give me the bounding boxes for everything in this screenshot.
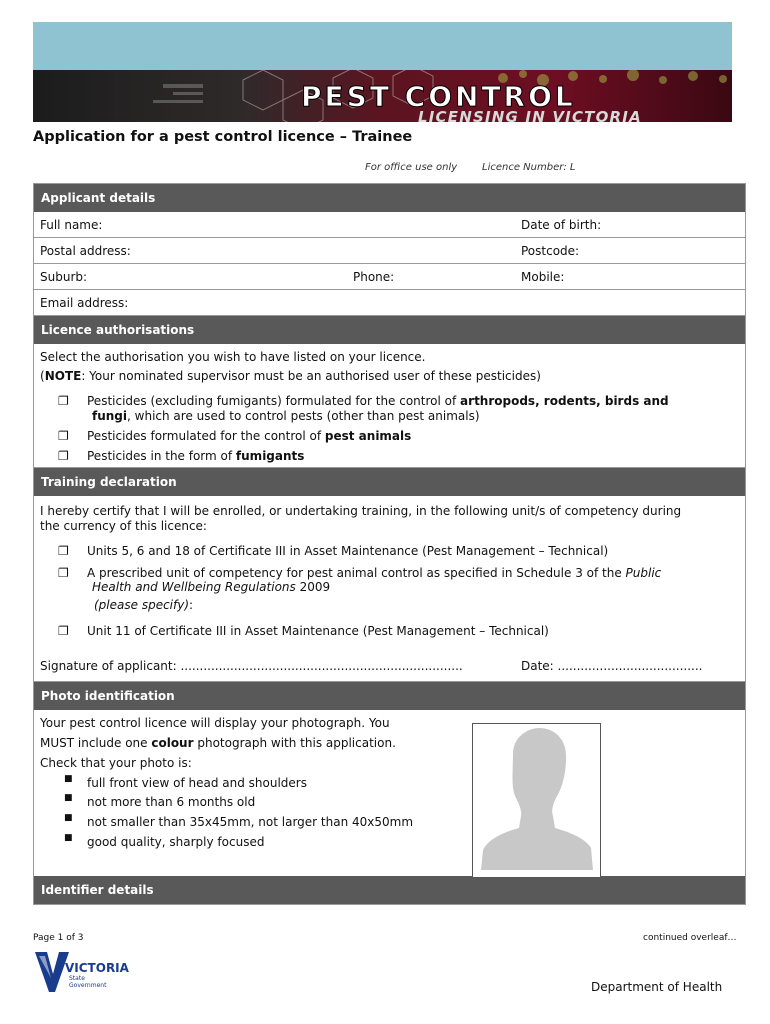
victoria-logo [33, 950, 129, 995]
phone-label: Phone: [353, 270, 395, 284]
suburb-row[interactable] [34, 264, 745, 290]
logo-sub-text-1: State [69, 975, 85, 982]
page-title: Application for a pest control licence – Trainee [33, 129, 413, 145]
training-declaration-heading: Training declaration [34, 468, 745, 496]
person-silhouette-icon [473, 724, 600, 877]
checkbox-icon[interactable]: ❐ [58, 449, 69, 463]
banner-title: PEST CONTROL [301, 80, 576, 113]
photo-text-1: Your pest control licence will display your photograph. You [40, 716, 390, 730]
training-intro-2: the currency of this licence: [40, 519, 207, 533]
signature-field[interactable]: Signature of applicant: .......................................................................... [40, 659, 463, 673]
licence-option-1: Pesticides (excluding fumigants) formulated for the control of arthropods, rodents, birds and [87, 394, 669, 408]
bullet-icon: ■ [64, 793, 73, 803]
checkbox-icon[interactable]: ❐ [58, 429, 69, 443]
postal-row[interactable] [34, 238, 745, 264]
licence-intro: Select the authorisation you wish to have listed on your licence. [40, 350, 426, 364]
full-name-label: Full name: [40, 218, 103, 232]
training-option-1: Units 5, 6 and 18 of Certificate III in Asset Maintenance (Pest Management – Technical) [87, 544, 609, 558]
photo-identification-block [34, 710, 745, 876]
photo-text-2: MUST include one colour photograph with this application. [40, 736, 396, 750]
postal-label: Postal address: [40, 244, 131, 258]
photo-bullet-4: good quality, sharply focused [87, 835, 265, 849]
photo-bullet-3: not smaller than 35x45mm, not larger than 40x50mm [87, 815, 414, 829]
licence-authorisations-block [34, 344, 745, 468]
checkbox-icon[interactable]: ❐ [58, 566, 69, 580]
identifier-details-heading: Identifier details [34, 876, 745, 904]
page-number: Page 1 of 3 [33, 933, 84, 943]
email-row[interactable] [34, 290, 745, 316]
dob-label: Date of birth: [521, 218, 602, 232]
header-banner [33, 22, 732, 122]
banner-subtitle: LICENSING IN VICTORIA [418, 108, 642, 122]
postcode-label: Postcode: [521, 244, 580, 258]
bullet-icon: ■ [64, 774, 73, 784]
licence-option-3: Pesticides in the form of fumigants [87, 449, 305, 463]
training-declaration-block [34, 496, 745, 682]
bullet-icon: ■ [64, 833, 73, 843]
licence-number-label: Licence Number: L [482, 162, 576, 173]
checkbox-icon[interactable]: ❐ [58, 394, 69, 408]
licence-option-1-cont: fungi, which are used to control pests (other than pest animals) [92, 409, 480, 423]
photo-identification-heading: Photo identification [34, 682, 745, 710]
date-field[interactable]: Date: ...................................... [521, 659, 703, 673]
logo-main-text: VICTORIA [65, 961, 129, 975]
training-option-2-cont: Health and Wellbeing Regulations 2009 [92, 580, 331, 594]
email-label: Email address: [40, 296, 129, 310]
training-option-2: A prescribed unit of competency for pest animal control as specified in Schedule 3 of the Public [87, 566, 662, 580]
bullet-icon: ■ [64, 813, 73, 823]
full-name-row[interactable] [34, 212, 745, 238]
logo-sub-text-2: Government [69, 982, 107, 989]
department-name: Department of Health [591, 980, 723, 994]
licence-authorisations-heading: Licence authorisations [34, 316, 745, 344]
application-form [33, 183, 746, 905]
photo-placeholder[interactable] [472, 723, 601, 878]
training-option-2-specify[interactable]: (please specify): [94, 598, 194, 612]
office-use-label: For office use only [365, 162, 458, 173]
applicant-details-heading: Applicant details [34, 184, 745, 212]
photo-bullet-2: not more than 6 months old [87, 795, 256, 809]
photo-text-3: Check that your photo is: [40, 756, 192, 770]
checkbox-icon[interactable]: ❐ [58, 624, 69, 638]
licence-note: (NOTE: Your nominated supervisor must be an authorised user of these pesticides) [40, 369, 541, 383]
training-intro-1: I hereby certify that I will be enrolled, or undertaking training, in the following unit/s of competency during [40, 504, 682, 518]
licence-option-2: Pesticides formulated for the control of pest animals [87, 429, 412, 443]
photo-bullet-1: full front view of head and shoulders [87, 776, 307, 790]
continued-label: continued overleaf… [643, 933, 737, 943]
training-option-3: Unit 11 of Certificate III in Asset Maintenance (Pest Management – Technical) [87, 624, 549, 638]
suburb-label: Suburb: [40, 270, 88, 284]
mobile-label: Mobile: [521, 270, 565, 284]
checkbox-icon[interactable]: ❐ [58, 544, 69, 558]
